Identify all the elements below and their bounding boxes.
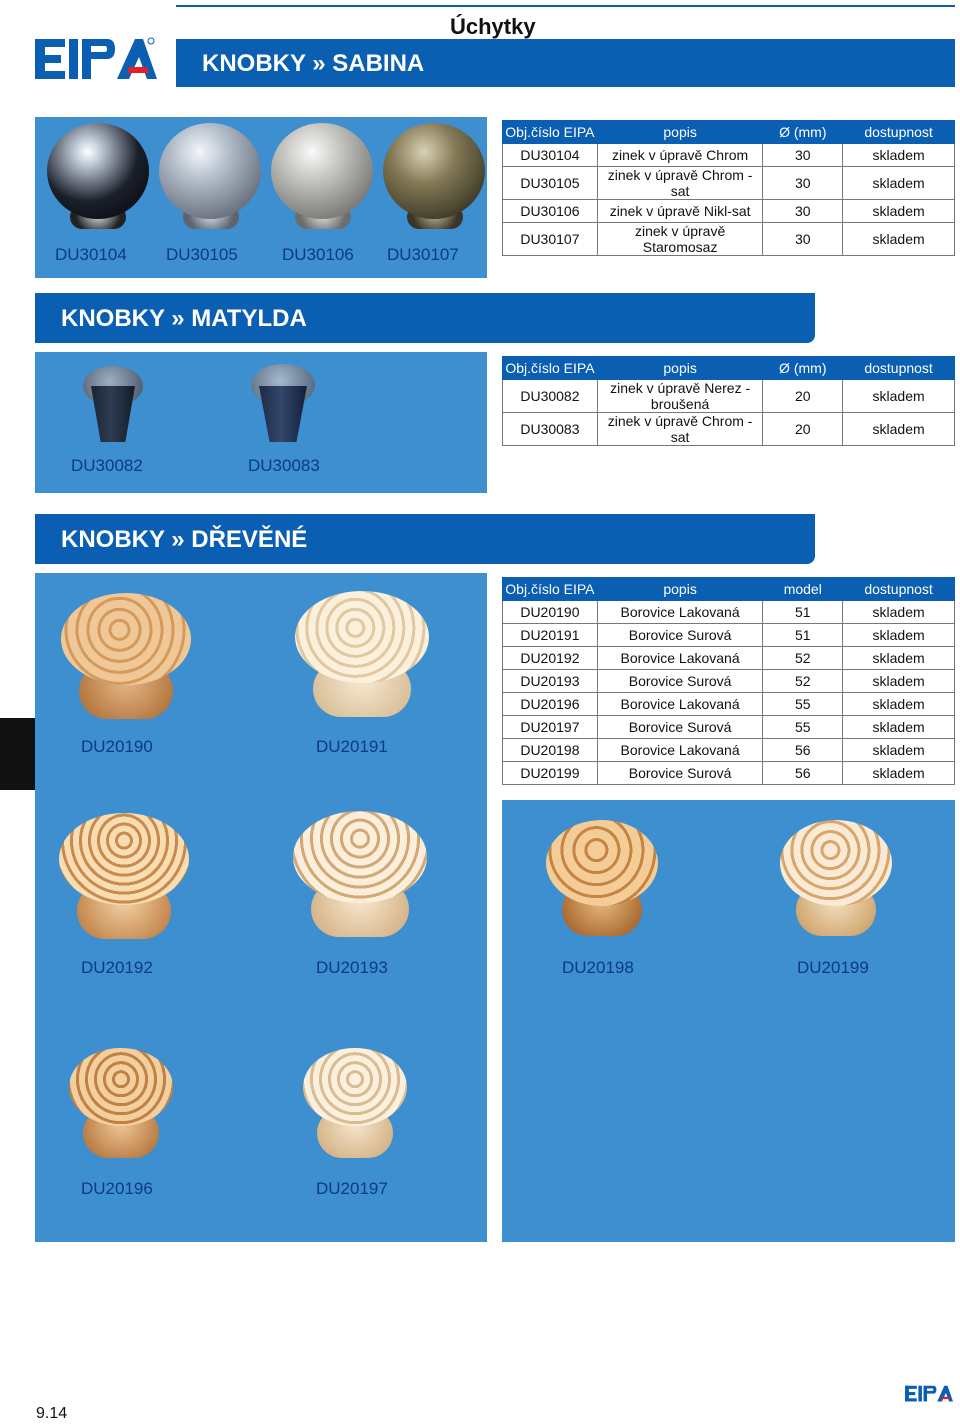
knob-image-du30082	[83, 366, 143, 444]
table-cell: DU30104	[503, 144, 598, 167]
knob-image-du20198	[546, 820, 658, 940]
table-cell: skladem	[843, 693, 955, 716]
table-cell: zinek v úpravě Chrom - sat	[597, 167, 763, 200]
table-cell: 30	[763, 223, 843, 256]
table-cell: skladem	[843, 167, 955, 200]
knob-image-du30083	[251, 364, 315, 444]
table-cell: skladem	[843, 144, 955, 167]
table-cell: 30	[763, 144, 843, 167]
table-cell: 20	[763, 380, 843, 413]
section-band-sabina	[176, 39, 955, 87]
product-code-label: DU20199	[797, 958, 869, 977]
table-cell: Borovice Surová	[597, 624, 763, 647]
photo-panel-drevene-left	[35, 573, 487, 1242]
table-row	[503, 739, 955, 762]
table-row	[503, 762, 955, 785]
table-cell: Borovice Lakovaná	[597, 693, 763, 716]
chapter-side-tab	[0, 718, 35, 790]
table-header-row	[503, 121, 955, 144]
knob-image-du30104	[47, 123, 149, 219]
column-header: Ø (mm)	[763, 121, 843, 144]
table-cell: skladem	[843, 670, 955, 693]
product-code-label: DU20197	[316, 1179, 388, 1198]
spec-table-sabina	[502, 120, 955, 256]
table-row	[503, 624, 955, 647]
table-cell: 51	[763, 624, 843, 647]
table-cell: Borovice Lakovaná	[597, 739, 763, 762]
spec-table-matylda	[502, 356, 955, 446]
table-cell: DU20199	[503, 762, 598, 785]
table-cell: Borovice Lakovaná	[597, 647, 763, 670]
table-cell: Borovice Surová	[597, 670, 763, 693]
table-row	[503, 413, 955, 446]
table-cell: DU20198	[503, 739, 598, 762]
table-cell: zinek v úpravě Chrom	[597, 144, 763, 167]
knob-image-du30105	[159, 123, 261, 219]
table-cell: Borovice Surová	[597, 762, 763, 785]
table-cell: DU30106	[503, 200, 598, 223]
section-band-drevene	[35, 514, 815, 564]
table-row	[503, 223, 955, 256]
product-code-label: DU20193	[316, 958, 388, 977]
column-header: Obj.číslo EIPA	[503, 578, 598, 601]
table-cell: Borovice Surová	[597, 716, 763, 739]
table-cell: 51	[763, 601, 843, 624]
table-cell: skladem	[843, 601, 955, 624]
section-title-matylda: KNOBKY » MATYLDA	[61, 305, 307, 332]
table-cell: DU20191	[503, 624, 598, 647]
section-title-sabina: KNOBKY » SABINA	[202, 50, 425, 77]
product-code-label: DU30083	[248, 456, 320, 475]
table-cell: 56	[763, 739, 843, 762]
page-number: 9.14	[36, 1405, 68, 1422]
table-cell: DU30105	[503, 167, 598, 200]
column-header: dostupnost	[843, 357, 955, 380]
product-code-label: DU30104	[55, 245, 127, 264]
column-header: dostupnost	[843, 121, 955, 144]
knob-image-du20197	[303, 1048, 407, 1160]
table-cell: skladem	[843, 762, 955, 785]
product-code-label: DU20190	[81, 737, 153, 756]
column-header: Ø (mm)	[763, 357, 843, 380]
table-row	[503, 167, 955, 200]
table-row	[503, 647, 955, 670]
page-header	[176, 5, 955, 87]
product-code-label: DU20192	[81, 958, 153, 977]
column-header: popis	[597, 121, 763, 144]
table-cell: 52	[763, 670, 843, 693]
table-cell: skladem	[843, 200, 955, 223]
table-cell: zinek v úpravě Nerez -broušená	[597, 380, 763, 413]
table-cell: DU20193	[503, 670, 598, 693]
table-cell: DU30083	[503, 413, 598, 446]
table-cell: skladem	[843, 223, 955, 256]
table-row	[503, 200, 955, 223]
eipa-logo-footer	[905, 1384, 953, 1404]
table-cell: zinek v úpravě Staromosaz	[597, 223, 763, 256]
table-cell: 55	[763, 693, 843, 716]
knob-image-du20192	[59, 813, 189, 943]
photo-panel-sabina	[35, 117, 487, 278]
category-title: Úchytky	[450, 14, 536, 39]
table-cell: DU20190	[503, 601, 598, 624]
section-title-drevene: KNOBKY » DŘEVĚNÉ	[61, 526, 308, 553]
table-cell: skladem	[843, 716, 955, 739]
knob-image-du20196	[69, 1048, 173, 1160]
table-row	[503, 601, 955, 624]
spec-table-drevene	[502, 577, 955, 785]
eipa-logo	[35, 37, 157, 83]
table-row	[503, 144, 955, 167]
knob-image-du20193	[293, 811, 427, 941]
table-cell: zinek v úpravě Nikl-sat	[597, 200, 763, 223]
column-header: Obj.číslo EIPA	[503, 121, 598, 144]
knob-image-du20190	[61, 593, 191, 723]
table-cell: DU20196	[503, 693, 598, 716]
section-band-matylda	[35, 293, 815, 343]
table-cell: 30	[763, 200, 843, 223]
table-cell: 55	[763, 716, 843, 739]
product-code-label: DU20191	[316, 737, 388, 756]
product-code-label: DU20196	[81, 1179, 153, 1198]
header-rule	[176, 5, 955, 7]
table-cell: 52	[763, 647, 843, 670]
table-cell: 56	[763, 762, 843, 785]
product-code-label: DU30082	[71, 456, 143, 475]
column-header: popis	[597, 357, 763, 380]
table-row	[503, 716, 955, 739]
table-cell: skladem	[843, 380, 955, 413]
product-code-label: DU20198	[562, 958, 634, 977]
table-cell: 20	[763, 413, 843, 446]
knob-image-du30106	[271, 123, 373, 219]
table-cell: DU30082	[503, 380, 598, 413]
column-header: dostupnost	[843, 578, 955, 601]
product-code-label: DU30107	[387, 245, 459, 264]
table-row	[503, 380, 955, 413]
table-cell: skladem	[843, 413, 955, 446]
column-header: popis	[597, 578, 763, 601]
knob-image-du20199	[780, 820, 892, 940]
table-header-row	[503, 578, 955, 601]
photo-panel-matylda	[35, 352, 487, 493]
table-row	[503, 670, 955, 693]
table-cell: DU20192	[503, 647, 598, 670]
knob-image-du30107	[383, 123, 485, 219]
photo-panel-drevene-right	[502, 800, 955, 1242]
table-cell: Borovice Lakovaná	[597, 601, 763, 624]
table-cell: skladem	[843, 647, 955, 670]
table-row	[503, 693, 955, 716]
product-code-label: DU30105	[166, 245, 238, 264]
table-cell: DU30107	[503, 223, 598, 256]
table-cell: zinek v úpravě Chrom - sat	[597, 413, 763, 446]
table-header-row	[503, 357, 955, 380]
table-cell: 30	[763, 167, 843, 200]
column-header: Obj.číslo EIPA	[503, 357, 598, 380]
product-code-label: DU30106	[282, 245, 354, 264]
table-cell: DU20197	[503, 716, 598, 739]
table-cell: skladem	[843, 624, 955, 647]
knob-image-du20191	[295, 591, 429, 721]
table-cell: skladem	[843, 739, 955, 762]
column-header: model	[763, 578, 843, 601]
